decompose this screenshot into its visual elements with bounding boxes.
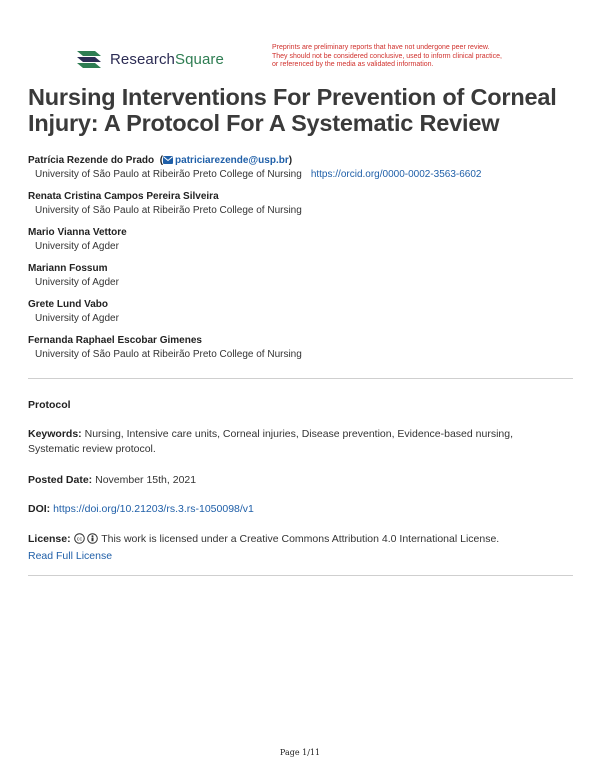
title-line: Injury: A Protocol For A Systematic Review	[28, 110, 500, 136]
read-full-license-link[interactable]: Read Full License	[28, 550, 113, 562]
orcid-link[interactable]: https://orcid.org/0000-0002-3563-6602	[310, 169, 482, 180]
author-name: Fernanda Raphael Escobar Gimenes	[28, 335, 202, 346]
author-name: Mario Vianna Vettore	[28, 227, 127, 238]
doi-link[interactable]: https://doi.org/10.21203/rs.3.rs-1050098/v1	[53, 503, 254, 515]
divider	[28, 575, 573, 576]
page-number: Page 1/11	[279, 748, 321, 757]
doi-section	[28, 502, 573, 517]
doi-label: DOI:	[28, 503, 51, 515]
author-list	[28, 154, 588, 370]
author-affiliation: University of São Paulo at Ribeirão Preto College of Nursing	[35, 349, 302, 360]
posted-date	[28, 473, 573, 488]
logo-word-research: Research	[110, 50, 175, 68]
research-square-logo-icon	[75, 48, 103, 70]
logo-wordmark	[110, 51, 224, 68]
notice-line: or referenced by the media as validated information.	[272, 61, 434, 68]
posted-date-label: Posted Date:	[28, 474, 93, 486]
author-name-text: Patrícia Rezende do Prado	[28, 155, 155, 166]
title-line: Nursing Interventions For Prevention of Corneal	[28, 84, 557, 110]
author-affiliation	[28, 168, 588, 190]
envelope-icon	[163, 155, 173, 169]
posted-date-value: November 15th, 2021	[95, 474, 197, 486]
logo-word-square: Square	[175, 50, 224, 68]
license-label: License:	[28, 533, 71, 545]
author-affiliation: University of Agder	[35, 241, 119, 252]
attribution-icon	[87, 533, 98, 549]
paper-title	[28, 84, 578, 136]
article-type: Protocol	[28, 399, 71, 411]
author-affiliation: University of São Paulo at Ribeirão Preto College of Nursing	[35, 205, 302, 216]
svg-text:cc: cc	[76, 536, 82, 543]
author-email-link[interactable]: patriciarezende@usp.br	[175, 155, 289, 166]
keywords-text: Nursing, Intensive care units, Corneal injuries, Disease prevention, Evidence-based nursing,	[84, 428, 514, 440]
affiliation-text: University of São Paulo at Ribeirão Preto College of Nursing	[35, 169, 302, 180]
author-affiliation: University of Agder	[35, 313, 119, 324]
author-name: Grete Lund Vabo	[28, 299, 109, 310]
license-text: This work is licensed under a Creative Commons Attribution 4.0 International License.	[101, 533, 500, 545]
author-name: Renata Cristina Campos Pereira Silveira	[28, 191, 219, 202]
research-square-logo[interactable]	[75, 48, 224, 70]
author-affiliation: University of Agder	[35, 277, 119, 288]
keywords-section	[28, 427, 573, 457]
notice-line: They should not be considered conclusive, used to inform clinical practice,	[272, 52, 502, 60]
notice-line: Preprints are preliminary reports that have not undergone peer review.	[272, 44, 490, 51]
page-header	[0, 0, 600, 80]
divider	[28, 378, 573, 379]
preprint-notice	[272, 44, 532, 70]
keywords-label: Keywords:	[28, 428, 82, 440]
license-section	[28, 532, 573, 564]
author-name: Patrícia Rezende do Prado ( patriciarezende@usp.br)	[28, 154, 588, 168]
cc-icon	[74, 533, 85, 549]
keywords-text: Systematic review protocol.	[28, 443, 156, 455]
author-name: Mariann Fossum	[28, 263, 108, 274]
